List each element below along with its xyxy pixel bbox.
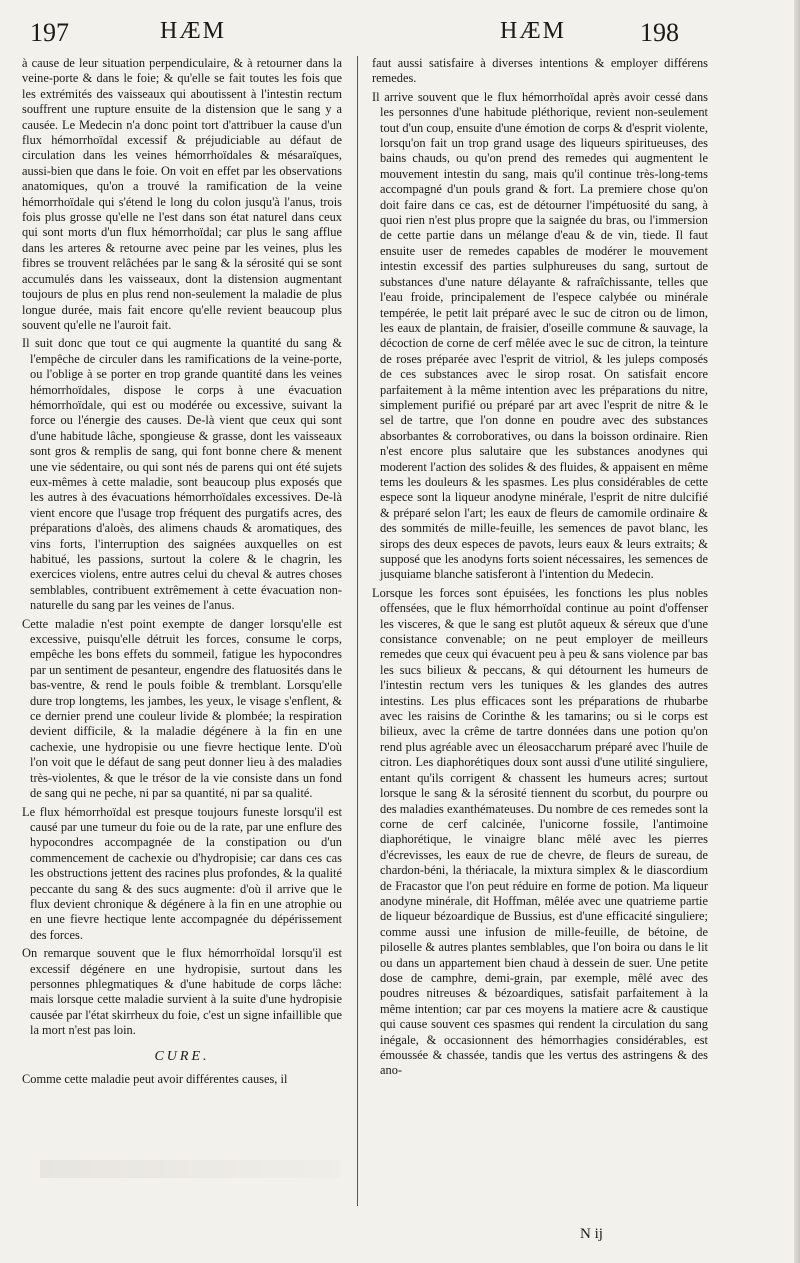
page-number-right: 198: [640, 18, 679, 47]
paragraph: Il suit donc que tout ce qui augmente la quantité du sang & l'empêche de circuler dans les ramifications de la veine-porte, ou l'oblige à se porter en trop grande quantité dans les veines hémorrhoïdales, dispose le corps à une évacuation hémorrhoïdale, qui est ou modérée ou excessive, suivant la force ou l'énergie des causes. De-là vient que ceux qui sont d'une habitude lâche, spongieuse & grasse, dont les vaisseaux sont gros & remplis de sang, qui font bonne chere & menent une vie sédentaire, ou qui sont nés de parens qui ont été sujets eux-mêmes à cette maladie, sont beaucoup plus exposés que les autres à des évacuations hémorrhoïdales excessives. De-là vient encore que l'usage trop fréquent des purgatifs acres, des préparations d'aloès, des alimens chauds & aromatiques, des vins forts, l'interruption des saignées auxquelles on est habitué, les passions, surtout la colere & le chagrin, les exercices violens, entre autres celui du cheval & autres choses semblables, contribuent extrêmement à cette évacuation non-naturelle du sang par les veines de l'anus.: [22, 336, 342, 613]
paragraph: faut aussi satisfaire à diverses intentions & employer différens remedes.: [372, 56, 708, 86]
signature-mark: N ij: [580, 1226, 603, 1242]
page-edge: [794, 0, 800, 1263]
running-head-right: HÆM: [500, 18, 567, 44]
column-divider: [357, 56, 358, 1206]
left-column: [22, 56, 342, 1090]
paragraph: On remarque souvent que le flux hémorrhoïdal lorsqu'il est excessif dégénere en une hydropisie, surtout dans les personnes phlegmatiques & d'une habitude de corps lâche: mais lorsque cette maladie survient à la suite d'une hydropisie causée par l'état skirrheux du foie, c'est un signe infaillible que la mort n'est pas loin.: [22, 946, 342, 1038]
show-through-text: [40, 1160, 340, 1178]
paragraph: Comme cette maladie peut avoir différentes causes, il: [22, 1072, 288, 1086]
right-column: [372, 56, 708, 1082]
paragraph: Il arrive souvent que le flux hémorrhoïdal après avoir cessé dans les personnes d'une habitude pléthorique, revient non-seulement tout d'un coup, ensuite d'une émotion de corps & d'esprit violente, lorsqu'on fait un trop grand usage des liqueurs spiritueuses, des bains chauds, ou qu'on prend des remedes qui augmentent le mouvement intestin du sang, mais qu'il continue très-long-tems accompagné d'un pouls grand & fort. La premiere chose qu'on doit faire dans ce cas, est de détourner l'impétuosité du sang, à quoi rien n'est plus propre que la saignée du bras, ou l'immersion de cette partie dans un mélange d'eau & de vin, tiede. Il faut ensuite user de remedes capables de modérer le mouvement intestin excessif des parties sulphureuses du sang, surtout de substances d'une nature délayante & rafraîchissante, telles que l'eau froide, principalement de l'espece calybée ou minérale tempérée, le petit lait préparé avec le suc de citron ou de limon, les eaux de plantain, de fraisier, d'oseille commune & sauvage, la décoction de corne de cerf mêlée avec le suc de citron, la teinture de roses préparée avec l'esprit de vitriol, & les juleps composés de ces substances avec le sirop rosat. On satisfait encore parfaitement à la même intention avec les préparations du nitre, simplement purifié ou préparé par art avec l'esprit de nitre & le sel de tartre, que l'on donne en poudre avec des substances absorbantes & corroboratives, ou dans la boisson ordinaire. Rien n'est encore plus salutaire que les substances anodynes qui moderent l'action des solides & des fluides, & appaisent en même tems les douleurs & les spasmes. Les plus considérables de cette espece sont la liqueur anodyne minérale, l'esprit de nitre dulcifié & préparé selon l'art; les eaux de fleurs de camomile ordinaire & des sommités de mille-feuille, les semences de pavot blanc, les sirops des deux especes de pavots, leurs eaux & leurs extraits; & supposé que les anodyns forts soient nécessaires, les semences de jusquiame blanche satisferont à l'intention du Medecin.: [372, 89, 708, 582]
paragraph: à cause de leur situation perpendiculaire, & à retourner dans la veine-porte & dans le foie; & qu'elle se fait toutes les fois que les extrémités des vaisseaux qui aboutissent à l'intestin rectum souffrent une rupture ensuite de la distension que le sang y a causée. Le Medecin n'a donc point tort d'attribuer la cause d'un flux hémorrhoïdal excessif & préjudiciable au défaut de circulation dans les veines hémorrhoïdales & mésaraïques, aussi-bien que dans le foie. On voit en effet par les observations anatomiques, qu'on a trouvé la ramification de la veine hémorrhoïdale qui s'étend le long du colon jusqu'à l'anus, trois fois plus grosse qu'elle ne l'est dans son état naturel dans ceux qui sont morts d'un flux hémorrhoïdal; car plus le sang afflue dans les arteres & retourne avec peine par les veines, plus les fibres se trouvent relâchées par le sang & la sérosité qui se sont accumulés dans les vaisseaux, dont la distension augmentant toujours de plus en plus rend non-seulement la maladie de plus longue durée, mais fait encore qu'elle revient beaucoup plus souvent qu'elle ne l'auroit fait.: [22, 56, 342, 332]
section-heading-cure: CURE.: [154, 1048, 210, 1064]
paragraph: Lorsque les forces sont épuisées, les fonctions les plus nobles offensées, que le flux hémorrhoïdal continue au point d'offenser les visceres, & que le sang est plutôt aqueux & séreux que d'une consistance convenable; on ne peut employer de meilleurs remedes que ceux qui évacuent peu à peu & sans violence par bas les sucs bilieux & peccans, & qui détournent les humeurs de l'intestin rectum vers les tuniques & les glandes des autres intestins. Les plus efficaces sont les préparations de rhubarbe avec les raisins de Corinthe & les tamarins; ou si le corps est bilieux, avec la crême de tartre données dans une potion qu'on rend plus agréable avec un éleosaccharum préparé avec l'huile de citron. Les diaphorétiques doux sont aussi d'une utilité singuliere, entant qu'ils corrigent & chassent les humeurs acres; surtout lorsque le sang & la sérosité tiennent du scorbut, du pourpre ou des maladies exanthémateuses. Du nombre de ces remedes sont la corne de cerf calcinée, l'unicorne fossile, l'antimoine diaphorétique, le vinaigre blanc mêlé avec les pierres d'écrevisses, les eaux de rue de chevre, de fleurs de sureau, de chardon-béni, la thériacale, la mixtura simplex & le diascordium de Fracastor que l'on peut réduire en forme de potion. Ma liqueur anodyne minérale, dit Hoffman, mêlée avec une quatrieme partie de liqueur bézoardique de Bussius, est d'une efficacité singuliere; comme aussi une infusion de mille-feuille, de bétoine, de piloselle & autres plantes semblables, que l'on boira ou dans le lit ou dans un appartement bien chaud à dessein de suer. Une petite dose de camphre, demi-grain, par exemple, mêlé avec des poudres nitreuses & bézoardiques, satisfait parfaitement à la même intention; car par ces moyens la matiere acre & caustique qui cause souvent ces spasmes qui rendent la circulation du sang inégale, & occasionnent des hémorrhagies considérables, est émoussée & chassée, tandis que les vertus des astringens & des ano-: [372, 585, 708, 1078]
page-number-left: 197: [30, 18, 69, 47]
page-header: [0, 18, 800, 52]
running-head-left: HÆM: [160, 18, 227, 44]
paragraph: Cette maladie n'est point exempte de danger lorsqu'elle est excessive, puisqu'elle détruit les forces, consume le corps, empêche les bons effets du sommeil, fatigue les hypocondres par un sentiment de pesanteur, engendre des flatuosités dans le bas-ventre, & rend le pouls foible & tremblant. Lorsqu'elle dure trop longtems, les jambes, les yeux, le visage s'enflent, & ce dernier prend une couleur livide & plombée; la respiration devient difficile, & la maladie dégénere à la fin en une cachexie, une hydropisie ou une fievre hectique lente. D'où l'on voit que le défaut de sang peut donner lieu à des maladies très-violentes, & que le trésor de la vie consiste dans un fond de sang qui ne peche, ni par sa quantité, ni par sa qualité.: [22, 616, 342, 801]
paragraph: Le flux hémorrhoïdal est presque toujours funeste lorsqu'il est causé par une tumeur du foie ou de la rate, par une enflure des hypocondres accompagnée de la constipation ou d'un commencement de cachexie ou d'hydropisie; car dans ces cas les obstructions jettent des racines plus profondes, & la qualité peccante du sang & des sucs augmente: d'où il arrive que le flux devient chronique & dégénere à la fin en une atrophie ou en une fievre hectique lente accompagnée du dépérissement des forces.: [22, 804, 342, 942]
